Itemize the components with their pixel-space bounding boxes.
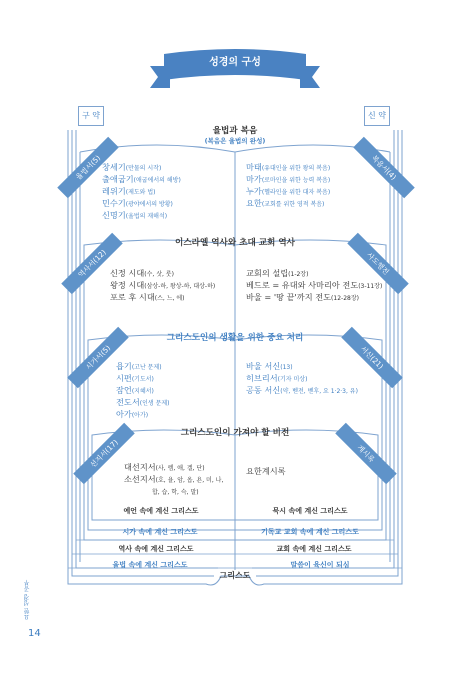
- list-item: 마태(유대인을 위한 왕의 복음): [246, 162, 331, 172]
- list-item: 교회의 설립(1-2장): [246, 268, 309, 278]
- history-list: [110, 268, 215, 304]
- epistle-list: [246, 361, 358, 397]
- page-number: 14: [28, 628, 41, 639]
- strip-left-3: 율법 속에 계신 그리스도: [112, 561, 188, 569]
- tab-gospels: 복음서(4): [353, 137, 415, 199]
- strip-right-1: 기독교 교회 속에 계신 그리스도: [261, 528, 359, 536]
- poetry-list: [116, 361, 170, 421]
- list-item: 공동 서신(약, 벧전, 벧후, 요 1·2·3, 유): [246, 385, 358, 395]
- acts-list: [246, 268, 382, 304]
- center-label: 그리스도: [219, 571, 251, 580]
- section1-subheading: (복음은 율법의 완성): [204, 137, 266, 145]
- list-item: 레위기(제도와 법): [102, 186, 156, 196]
- gospel-list: [246, 162, 330, 210]
- running-header: 요한 성경 공부: [24, 580, 31, 620]
- list-item: 욥기(고난 문제): [116, 361, 162, 371]
- strip-right-3: 말씀이 육신이 되심: [290, 561, 350, 569]
- prophet-list: [124, 462, 223, 498]
- law-book-list: [102, 162, 181, 222]
- list-item: 히브리서(기자 미상): [246, 373, 308, 383]
- tab-law-books: 율법서(5): [57, 137, 119, 199]
- list-item: 누가(헬라인을 위한 대자 복음): [246, 186, 331, 196]
- list-item: 소선지서(호, 욜, 암, 옵, 욘, 미, 나,: [124, 474, 224, 484]
- strip-left-2: 역사 속에 계신 그리스도: [118, 545, 194, 553]
- page-title: 성경의 구성: [209, 57, 261, 68]
- old-testament-label: 구 약: [78, 106, 104, 126]
- revelation-list: [246, 466, 286, 477]
- list-item: 마가(로마인을 위한 능력 복음): [246, 174, 331, 184]
- section1-heading: 율법과 복음: [212, 126, 258, 136]
- list-item: 창세기(만물의 시작): [102, 162, 162, 172]
- strip-left-1: 시가 속에 계신 그리스도: [122, 528, 198, 536]
- list-item: 합, 습, 학, 슥, 말): [152, 489, 199, 496]
- section4-heading: 그리스도인이 가져야 할 비전: [180, 428, 290, 438]
- list-item: 바울 서신(13): [246, 361, 293, 371]
- list-item: 시편(기도서): [116, 373, 154, 383]
- list-item: 베드로 = 유대와 사마리아 전도(3-11장): [246, 280, 383, 290]
- list-item: 신정 시대(수, 삿, 룻): [110, 268, 174, 278]
- tab-acts: 사도행전: [347, 233, 409, 295]
- section2-heading: 이스라엘 역사와 초대 교회 역사: [175, 238, 295, 248]
- tab-revelation: 계시록: [335, 423, 397, 485]
- list-item: 바울 = '땅 끝'까지 전도(12-28장): [246, 292, 359, 302]
- list-item: 대선지서(사, 렘, 애, 겔, 단): [124, 462, 205, 472]
- list-item: 출애굽기(애굽에서의 해방): [102, 174, 181, 184]
- tab-history-books: 역사서(12): [61, 233, 123, 295]
- list-item: 포로 후 시대(스, 느, 에): [110, 292, 185, 302]
- apocalypse-footer: 묵시 속에 계신 그리스도: [272, 507, 348, 515]
- tab-prophet-books: 선지서(17): [73, 423, 135, 485]
- list-item: 왕정 시대(삼상-하, 왕상-하, 대상-하): [110, 280, 216, 290]
- new-testament-label: 신 약: [364, 106, 390, 126]
- list-item: 신명기(율법의 재해석): [102, 210, 168, 220]
- list-item: 전도서(인생 문제): [116, 397, 170, 407]
- tab-poetry-books: 시가서(5): [67, 327, 129, 389]
- tab-epistles: 서신(21): [341, 327, 403, 389]
- list-item: 잠언(지혜서): [116, 385, 154, 395]
- section3-heading: 그리스도인의 생활을 위한 중요 처리: [166, 333, 304, 343]
- list-item: 민수기(광야에서의 방황): [102, 198, 173, 208]
- list-item: 아가(아가): [116, 409, 149, 419]
- strip-right-2: 교회 속에 계신 그리스도: [276, 545, 352, 553]
- list-item: 요한(교회를 위한 영적 복음): [246, 198, 325, 208]
- list-item: 요한계시록: [246, 466, 286, 476]
- prophecy-footer: 예언 속에 계신 그리스도: [123, 507, 199, 515]
